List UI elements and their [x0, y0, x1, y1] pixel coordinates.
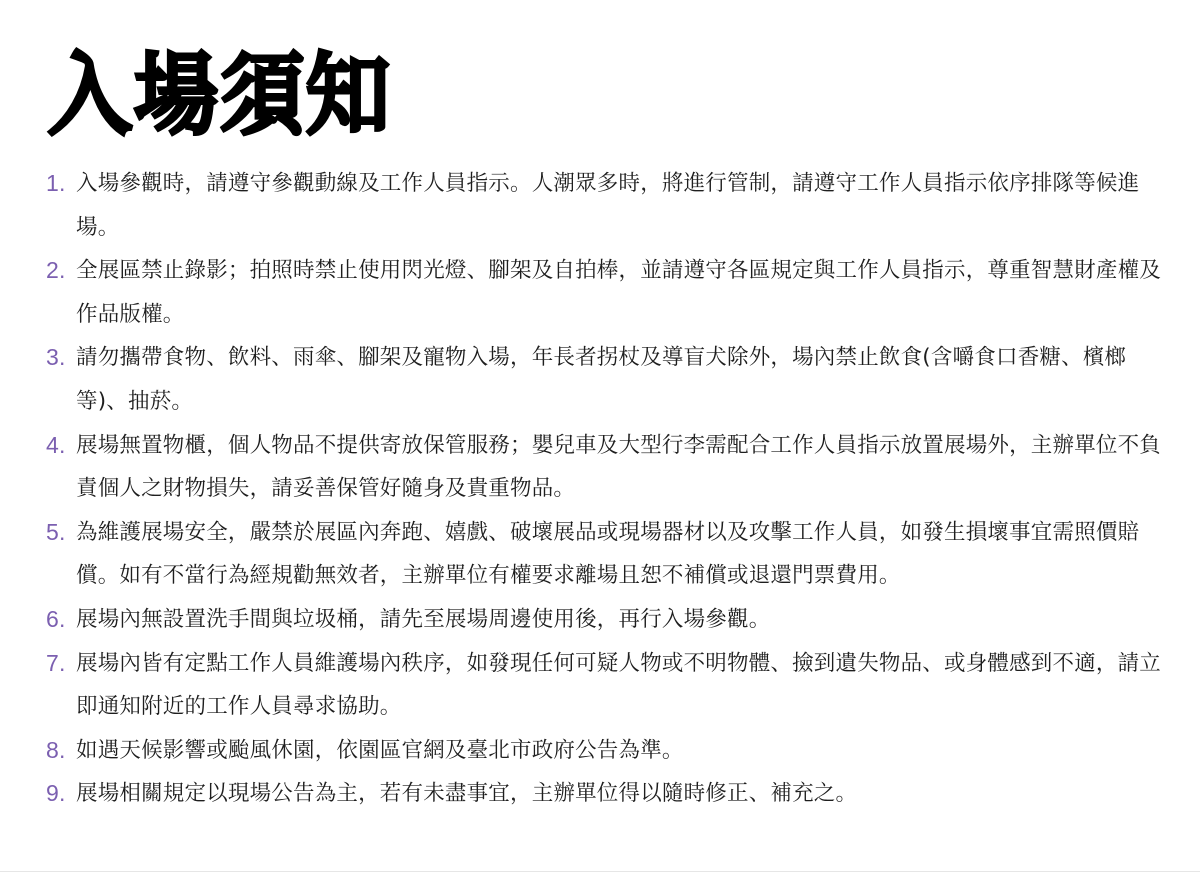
rule-item-2 [46, 249, 1176, 336]
rule-text: 展場內無設置洗手間與垃圾桶，請先至展場周邊使用後，再行入場參觀。 [76, 606, 771, 632]
rule-number: 9. [46, 780, 66, 807]
rule-item-3 [46, 336, 1176, 423]
rule-number: 2. [46, 257, 66, 284]
rule-item-7 [46, 642, 1176, 729]
rule-text: 入場參觀時，請遵守參觀動線及工作人員指示。人潮眾多時，將進行管制，請遵守工作人員指示依序排隊等候進場。 [76, 171, 1140, 240]
rule-number: 5. [46, 518, 66, 545]
rule-item-8 [46, 729, 1176, 773]
rule-text: 展場無置物櫃，個人物品不提供寄放保管服務；嬰兒車及大型行李需配合工作人員指示放置展場外，主辦單位不負責個人之財物損失，請妥善保管好隨身及貴重物品。 [76, 432, 1162, 502]
rule-item-6 [46, 598, 1176, 642]
rule-item-5 [46, 511, 1176, 598]
rule-item-9 [46, 772, 1176, 816]
rule-text: 請勿攜帶食物、飲料、雨傘、腳架及寵物入場，年長者拐杖及導盲犬除外，場內禁止飲食(含嚼食口香糖、檳榔等)、抽菸。 [76, 345, 1127, 414]
page-title: 入場須知 [48, 43, 393, 148]
rule-number: 6. [46, 605, 66, 632]
rule-number: 8. [46, 736, 66, 763]
rule-text: 如遇天候影響或颱風休園，依園區官網及臺北市政府公告為準。 [76, 737, 684, 763]
rule-number: 7. [46, 649, 66, 676]
rule-text: 全展區禁止錄影；拍照時禁止使用閃光燈、腳架及自拍棒，並請遵守各區規定與工作人員指示，尊重智慧財產權及作品版權。 [76, 258, 1162, 327]
rule-text: 展場相關規定以現場公告為主，若有未盡事宜，主辦單位得以隨時修正、補充之。 [76, 781, 858, 807]
rule-text: 為維護展場安全，嚴禁於展區內奔跑、嬉戲、破壞展品或現場器材以及攻擊工作人員，如發生損壞事宜需照價賠償。如有不當行為經規勸無效者，主辦單位有權要求離場且恕不補償或退還門票費用。 [76, 519, 1140, 589]
bottom-divider [0, 871, 1200, 872]
rule-number: 1. [46, 170, 66, 196]
rule-number: 4. [46, 431, 66, 458]
rule-text: 展場內皆有定點工作人員維護場內秩序，如發現任何可疑人物或不明物體、撿到遺失物品、或身體感到不適，請立即通知附近的工作人員尋求協助。 [76, 650, 1162, 720]
rule-item-1 [46, 162, 1176, 249]
rules-list [46, 162, 1176, 816]
rule-item-4 [46, 424, 1176, 511]
rule-number: 3. [46, 344, 66, 371]
